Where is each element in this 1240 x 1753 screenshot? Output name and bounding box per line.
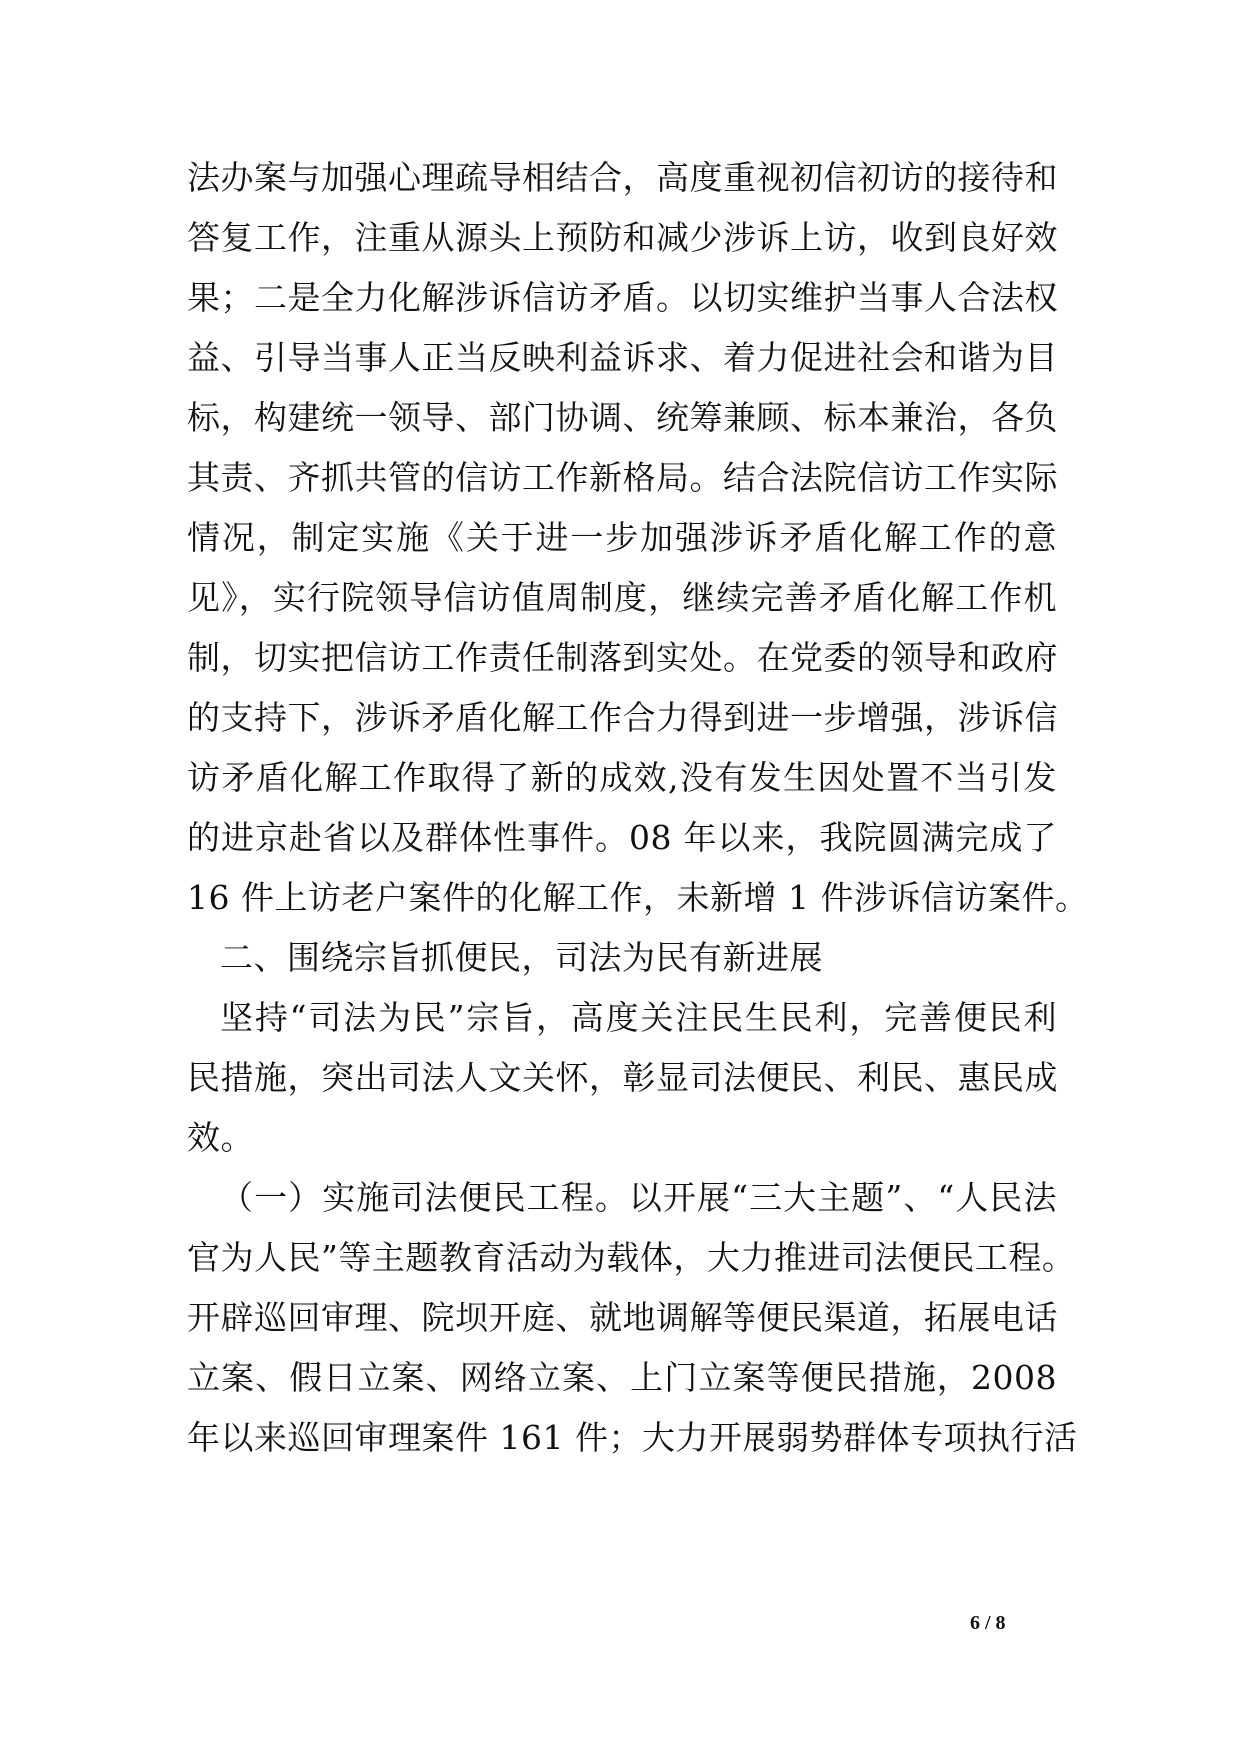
text-line: 制，切实把信访工作责任制落到实处。在党委的领导和政府 <box>187 638 1058 677</box>
text-line: 访矛盾化解工作取得了新的成效,没有发生因处置不当引发 <box>187 758 1057 797</box>
text-line: 法办案与加强心理疏导相结合，高度重视初信初访的接待和 <box>187 158 1058 197</box>
text-line: 效。 <box>187 1118 254 1157</box>
text-line: 的支持下，涉诉矛盾化解工作合力得到进一步增强，涉诉信 <box>187 698 1058 737</box>
text-line: 的进京赴省以及群体性事件。08 年以来，我院圆满完成了 <box>187 818 1057 857</box>
text-line: 开辟巡回审理、院坝开庭、就地调解等便民渠道，拓展电话 <box>187 1298 1058 1337</box>
text-line: 坚持“司法为民”宗旨，高度关注民生民利，完善便民利 <box>220 998 1057 1037</box>
text-line: 民措施，突出司法人文关怀，彰显司法便民、利民、惠民成 <box>187 1058 1058 1097</box>
text-line: 16 件上访老户案件的化解工作，未新增 1 件涉诉信访案件。 <box>187 878 1089 917</box>
text-line: 标，构建统一领导、部门协调、统筹兼顾、标本兼治，各负 <box>187 398 1058 437</box>
body-text <box>187 148 1089 1468</box>
text-line: 见》，实行院领导信访值周制度，继续完善矛盾化解工作机 <box>187 578 1057 617</box>
text-line: 益、引导当事人正当反映利益诉求、着力促进社会和谐为目 <box>187 338 1058 377</box>
page-number: 6 / 8 <box>970 1612 1006 1634</box>
text-line: 其责、齐抓共管的信访工作新格局。结合法院信访工作实际 <box>187 458 1058 497</box>
text-line: 立案、假日立案、网络立案、上门立案等便民措施，2008 <box>187 1358 1057 1397</box>
text-line: 官为人民”等主题教育活动为载体，大力推进司法便民工程。 <box>187 1238 1076 1277</box>
text-line: 答复工作，注重从源头上预防和减少涉诉上访，收到良好效 <box>187 218 1058 257</box>
text-line: 果；二是全力化解涉诉信访矛盾。以切实维护当事人合法权 <box>187 278 1058 317</box>
text-line: 情况，制定实施《关于进一步加强涉诉矛盾化解工作的意 <box>187 518 1057 557</box>
text-line: 年以来巡回审理案件 161 件；大力开展弱势群体专项执行活 <box>187 1418 1078 1457</box>
text-line: 二、围绕宗旨抓便民，司法为民有新进展 <box>220 938 823 977</box>
text-line: （一）实施司法便民工程。以开展“三大主题”、“人民法 <box>220 1178 1057 1217</box>
